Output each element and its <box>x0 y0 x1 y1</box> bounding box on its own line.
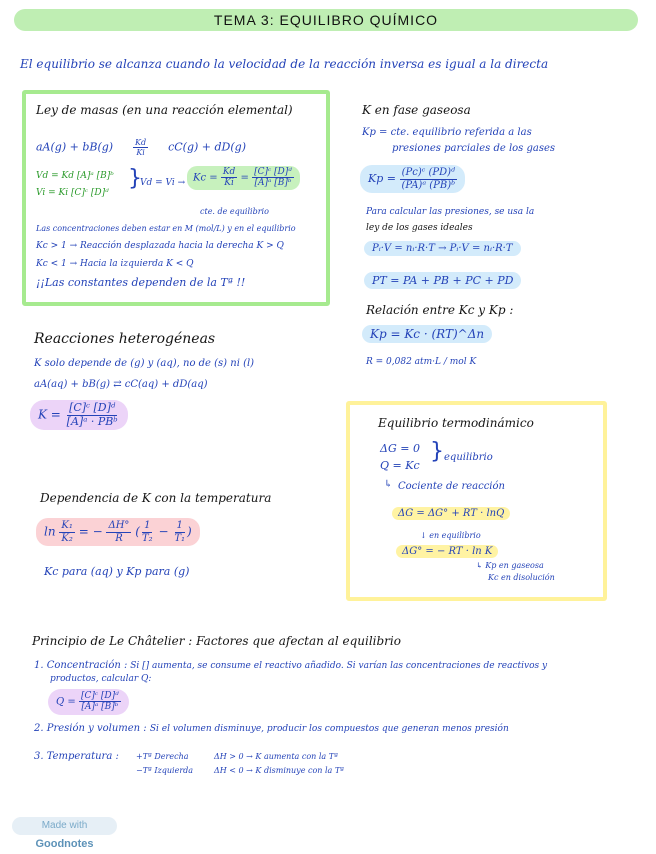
equilibrio-label: equilibrio <box>444 452 493 463</box>
k-direct: Kd <box>135 138 147 147</box>
item3-label: 3. Temperatura : <box>34 751 119 762</box>
inner-minus: − <box>158 524 169 539</box>
item1-text: Si [] aumenta, se consume el reactivo añadido. Si varían las concentraciones de reactivos y <box>130 661 548 671</box>
kc-note: cte. de equilibrio <box>200 207 269 216</box>
inv-t1-den: T₁ <box>174 532 186 544</box>
temperatura-note: Kc para (aq) y Kp para (g) <box>44 565 190 578</box>
het-k-num: [C]ᶜ [D]ᵈ <box>69 401 116 414</box>
kp-ratio <box>399 167 457 191</box>
made-with-label: Made with <box>41 820 88 831</box>
kc-den: Ki <box>224 178 234 189</box>
ley-masas-line1: Las concentraciones deben estar en M (mol/L) y en el equilibrio <box>36 224 296 233</box>
ley-masas-box <box>22 90 330 306</box>
intro-text: El equilibrio se alcanza cuando la velocidad de la reacción inversa es igual a la directa <box>20 57 549 71</box>
chatelier-item1-cont: productos, calcular Q: <box>50 674 152 684</box>
kc-eq-num: [C]ᶜ [D]ᵈ <box>254 167 292 177</box>
pressure-sum: PT = PA + PB + PC + PD <box>364 272 521 289</box>
brace-icon: } <box>128 166 142 191</box>
termodinamico-heading: Equilibrio termodinámico <box>378 416 534 430</box>
vant-hoff-formula: ln $\frac{\text{K₁}}{\text{K₂}}$ = − $\frac{\Delta H^\circ}{R}$ ( $\frac{1}{\text{T₂}}$ − $\frac{1}{\text{T₁}}$ ) <box>36 518 200 546</box>
reaction-right: cC(g) + dD(g) <box>168 140 246 154</box>
eq-minus: = − <box>78 524 103 539</box>
inv-t1-num: 1 <box>176 520 183 531</box>
kp-note-2: Kc en disolución <box>488 573 555 582</box>
r-constant: R = 0,082 atm·L / mol K <box>366 357 477 367</box>
dh-den: R <box>115 532 123 544</box>
kc-equilibrium <box>252 167 294 189</box>
q-num: [C]ᶜ [D]ᵈ <box>80 691 119 701</box>
heterogeneas-reaction: aA(aq) + bB(g) ⇄ cC(aq) + dD(aq) <box>34 379 208 390</box>
reaction-arrow <box>117 138 165 157</box>
kp-den: (PA)ᵃ (PB)ᵇ <box>401 179 456 191</box>
heterogeneas-rule: K solo depende de (g) y (aq), no de (s) ni (l) <box>34 358 255 369</box>
item3-a: +Tª Derecha <box>136 752 189 761</box>
en-equilibrio-label: en equilibrio <box>429 531 481 540</box>
kp-lhs: Kp = <box>368 172 396 185</box>
fase-gaseosa-heading: K en fase gaseosa <box>362 103 471 117</box>
chatelier-heading: Principio de Le Châtelier : Factores que afectan al equilibrio <box>32 634 401 648</box>
item3-d: ΔH < 0 → K disminuye con la Tª <box>214 766 344 775</box>
q-formula <box>48 689 129 715</box>
chatelier-item1 <box>34 660 644 671</box>
goodnotes-logo: Goodnotes <box>35 838 94 850</box>
vd-eq-vi: Vd = Vi → <box>140 178 186 188</box>
ley-masas-line2: Kc > 1 → Reacción desplazada hacia la derecha K > Q <box>36 241 284 251</box>
goodnotes-badge <box>12 817 117 850</box>
het-k-ratio <box>65 402 120 428</box>
kp-definition-2: presiones parciales de los gases <box>392 143 556 154</box>
heterogeneas-heading: Reacciones heterogéneas <box>34 331 216 347</box>
ley-masas-line3: Kc < 1 → Hacia la izquierda K < Q <box>36 259 194 269</box>
kp-note-1: ↳ Kp en gaseosa <box>476 561 544 570</box>
kc-eq-den: [A]ᵃ [B]ᵇ <box>254 178 292 189</box>
q-ratio <box>79 691 121 713</box>
q-lhs: Q = <box>56 696 76 708</box>
inv-t2 <box>140 520 155 544</box>
reaction-left: aA(g) + bB(g) <box>36 140 114 154</box>
kc-formula: Kc = $\frac{Kd}{Ki}$ = $\frac{\text{[C]ᶜ [D]ᵈ}}{\text{[A]ᵃ [B]ᵇ}}$ <box>187 166 300 190</box>
arrow-icon: ↳ <box>384 479 393 490</box>
ln-label: ln <box>44 524 56 539</box>
dg0-formula: ΔG° = − RT · ln K <box>396 545 498 558</box>
kp-definition-1: Kp = cte. equilibrio referida a las <box>362 127 532 138</box>
kp-num: (Pc)ᶜ (PD)ᵈ <box>401 167 455 178</box>
vd-formula: Vd = Kd [A]ᵃ [B]ᵇ <box>36 171 114 181</box>
q-equals-kc: Q = Kc <box>380 459 420 472</box>
kp-note-1-text: Kp en gaseosa <box>485 561 544 570</box>
het-k-lhs: K = <box>38 407 61 422</box>
ln-den: K₂ <box>61 532 73 544</box>
item2-text: Si el volumen disminuye, producir los compuestos que generan menos presión <box>149 724 509 734</box>
ley-masas-heading: Ley de masas (en una reacción elemental) <box>36 103 293 117</box>
brace-icon: } <box>430 439 444 464</box>
en-equilibrio-note: ↓ en equilibrio <box>420 531 481 540</box>
temperatura-heading: Dependencia de K con la temperatura <box>40 491 272 505</box>
item3-b: −Tª Izquierda <box>136 766 194 775</box>
relation-heading: Relación entre Kc y Kp : <box>366 303 514 317</box>
page-title: TEMA 3: EQUILIBRO QUÍMICO <box>14 9 638 31</box>
dh-num: ΔH° <box>108 520 130 531</box>
item1-label: 1. Concentración : <box>34 660 128 671</box>
ley-masas-reaction <box>36 138 246 157</box>
item3-c: ΔH > 0 → K aumenta con la Tª <box>214 752 338 761</box>
dg-formula: ΔG = ΔG° + RT · lnQ <box>392 507 510 520</box>
dh-ratio <box>106 520 131 544</box>
relation-formula: Kp = Kc · (RT)^Δn <box>362 325 492 343</box>
dg-zero: ΔG = 0 <box>380 442 420 455</box>
heterogeneas-k <box>30 400 128 430</box>
item2-label: 2. Presión y volumen : <box>34 723 147 734</box>
chatelier-item2 <box>34 723 509 734</box>
gas-law: Pᵢ·V = nᵢ·R·T → Pᵢ·V = nᵢ·R·T <box>364 241 521 256</box>
kc-ratio <box>221 167 238 189</box>
termodinamico-box <box>346 401 607 601</box>
kc-num: Kd <box>222 167 236 177</box>
ln-num: K₁ <box>61 520 73 531</box>
ley-masas-line4: ¡¡Las constantes dependen de la Tª !! <box>36 276 246 289</box>
het-k-den: [A]ᵃ · PBᵇ <box>66 414 118 428</box>
kc-lhs: Kc = <box>193 172 218 184</box>
gas-note-1: Para calcular las presiones, se usa la <box>366 207 535 217</box>
inv-t2-num: 1 <box>144 520 151 531</box>
cociente-label: Cociente de reacción <box>398 481 505 492</box>
vi-formula: Vi = Ki [C]ᶜ [D]ᵈ <box>36 188 109 198</box>
q-den: [A]ᵃ [B]ᵇ <box>81 702 119 713</box>
inv-t2-den: T₂ <box>141 532 153 544</box>
gas-note-2: ley de los gases ideales <box>366 223 473 233</box>
inv-t1 <box>172 520 187 544</box>
kp-formula <box>360 165 465 193</box>
ln-ratio <box>59 520 74 544</box>
k-inverse: Ki <box>136 148 145 158</box>
